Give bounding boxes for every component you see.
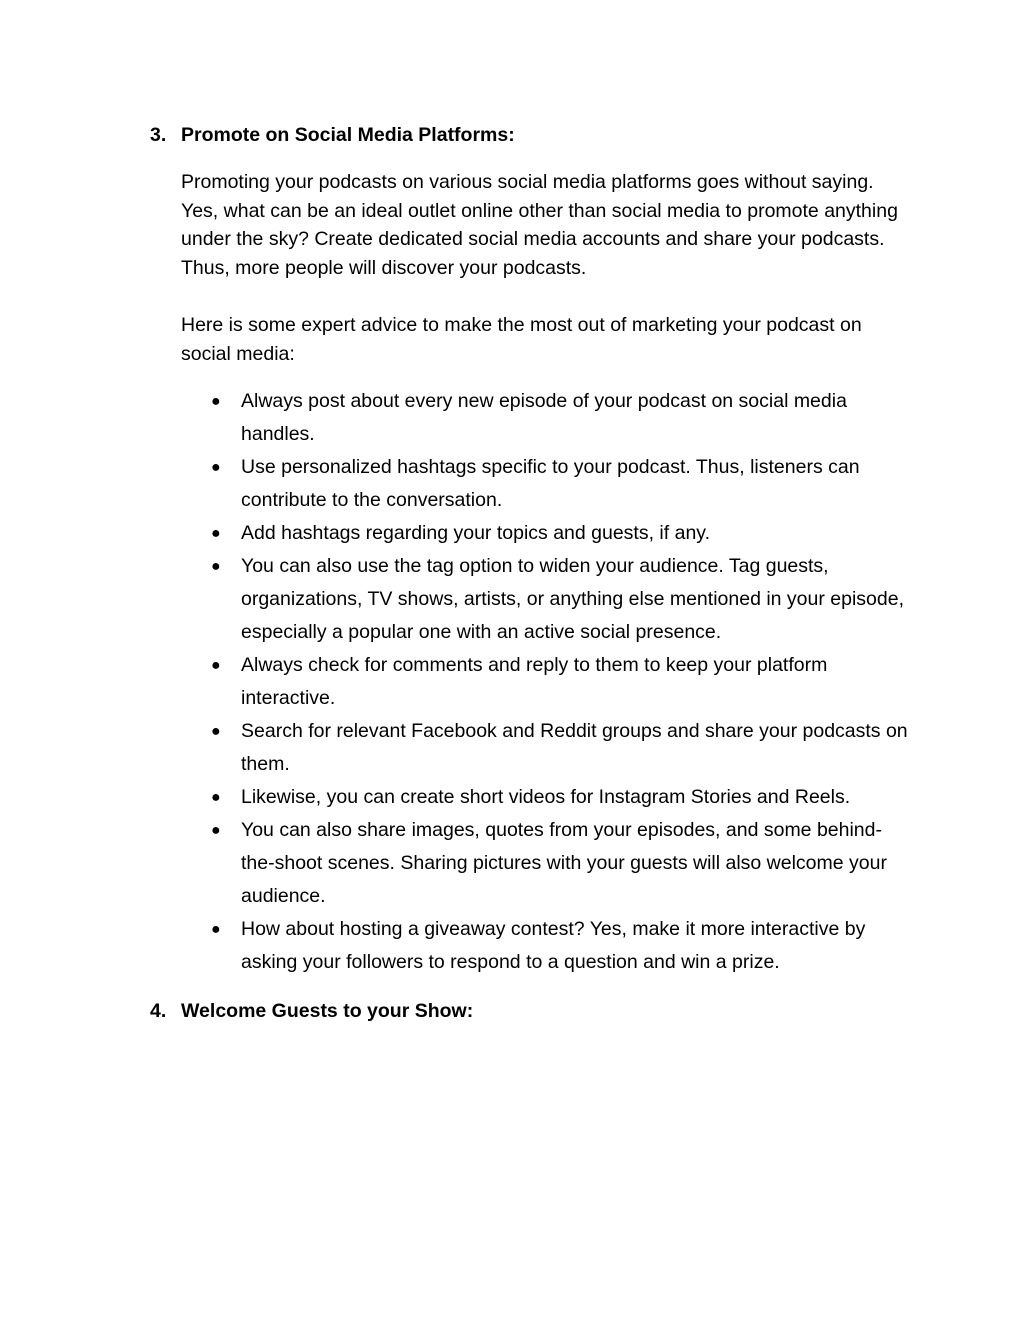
bullet-icon: ● xyxy=(211,393,221,410)
list-item-text: Always check for comments and reply to them to keep your platform interactive. xyxy=(241,654,828,709)
heading-row xyxy=(150,122,910,148)
list-item-text: Always post about every new episode of your podcast on social media handles. xyxy=(241,390,847,445)
list-item xyxy=(211,451,911,517)
bullet-icon: ● xyxy=(211,921,221,938)
advice-list xyxy=(211,385,911,979)
bullet-icon: ● xyxy=(211,789,221,806)
section-3-heading xyxy=(150,122,910,148)
section-4-heading xyxy=(150,998,910,1024)
list-item-text: You can also share images, quotes from your episodes, and some behind-the-shoot scenes. Sharing pictures with your guests will also welcome your audience. xyxy=(241,819,887,907)
list-item xyxy=(211,715,911,781)
section-title: Promote on Social Media Platforms: xyxy=(181,124,515,146)
list-item-text: You can also use the tag option to widen your audience. Tag guests, organizations, TV shows, artists, or anything else mentioned in your episode, especially a popular one with an active social presence. xyxy=(241,555,904,643)
bullet-icon: ● xyxy=(211,459,221,476)
list-item-text: Likewise, you can create short videos for Instagram Stories and Reels. xyxy=(241,786,851,808)
list-item-text: How about hosting a giveaway contest? Yes, make it more interactive by asking your followers to respond to a question and win a prize. xyxy=(241,918,866,973)
bullet-icon: ● xyxy=(211,558,221,575)
list-item xyxy=(211,814,911,913)
list-item xyxy=(211,913,911,979)
bullet-icon: ● xyxy=(211,525,221,542)
list-item xyxy=(211,517,911,550)
heading-row xyxy=(150,998,910,1024)
bullet-icon: ● xyxy=(211,723,221,740)
list-item xyxy=(211,781,911,814)
section-number: 3. xyxy=(150,124,167,146)
list-item xyxy=(211,649,911,715)
bullet-icon: ● xyxy=(211,822,221,839)
intro-paragraph: Promoting your podcasts on various social media platforms goes without saying. Yes, what can be an ideal outlet online other than social media to promote anything under the sky? Create dedicated social media accounts and share your podcasts. Thus, more people will discover your podcasts. xyxy=(181,171,898,280)
list-item-text: Add hashtags regarding your topics and guests, if any. xyxy=(241,522,711,544)
list-item xyxy=(211,385,911,451)
section-number: 4. xyxy=(150,1000,167,1022)
list-item xyxy=(211,550,911,649)
bullet-icon: ● xyxy=(211,657,221,674)
list-item-text: Use personalized hashtags specific to your podcast. Thus, listeners can contribute to the conversation. xyxy=(241,456,860,511)
list-item-text: Search for relevant Facebook and Reddit groups and share your podcasts on them. xyxy=(241,720,908,775)
section-title: Welcome Guests to your Show: xyxy=(181,1000,474,1022)
advice-intro-paragraph: Here is some expert advice to make the most out of marketing your podcast on social media: xyxy=(181,314,862,365)
